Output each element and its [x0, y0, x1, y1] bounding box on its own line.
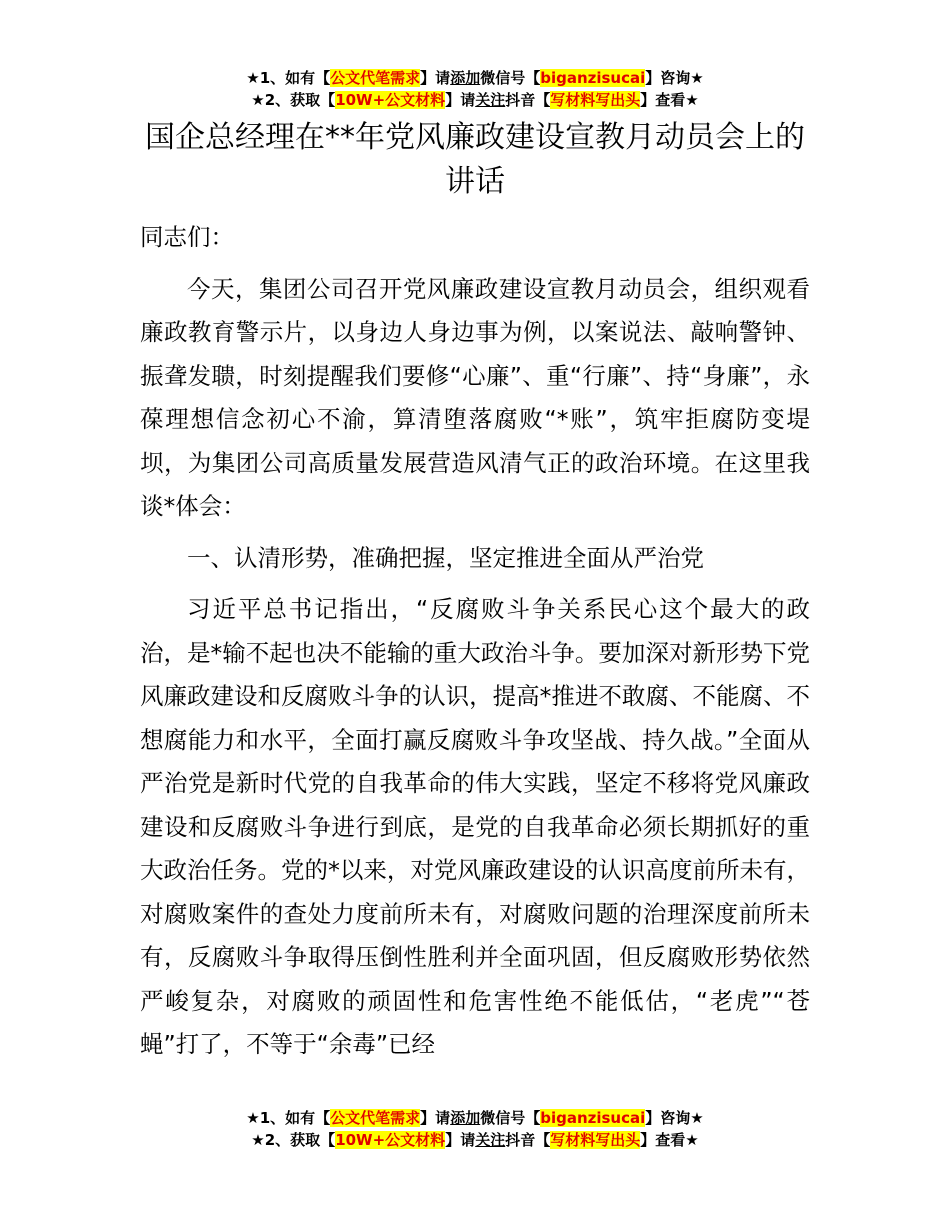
banner-text: 】请	[445, 1131, 476, 1149]
paragraph-intro: 今天，集团公司召开党风廉政建设宣教月动员会，组织观看廉政教育警示片，以身边人身边事为例，以案说法、敲响警钟、振聋发聩，时刻提醒我们要修“心廉”、重“行廉”、持“身廉”，永葆理想信念初心不渝，算清堕落腐败“*账”，筑牢拒腐防变堤坝，为集团公司高质量发展营造风清气正的政治环境。在这里我谈*体会：	[140, 274, 810, 520]
section-heading: 一、认清形势，准确把握，坚定推进全面从严治党	[187, 543, 704, 572]
banner-text: 抖音【	[505, 91, 551, 109]
banner-underline: 关注	[475, 1131, 506, 1149]
banner-text: ★1、如有【	[246, 1109, 331, 1127]
banner-underline: 添加	[450, 1109, 481, 1127]
banner-text: 】查看★	[640, 91, 699, 109]
banner-line-1	[0, 67, 950, 89]
banner-underline: 关注	[475, 91, 506, 109]
banner-text: 】请	[420, 69, 451, 87]
banner-text: 微信号【	[480, 69, 541, 87]
banner-highlight: biganzisucai	[540, 69, 646, 87]
paragraph-body: 习近平总书记指出，“反腐败斗争关系民心这个最大的政治，是*输不起也决不能输的重大政治斗争。要加深对新形势下党风廉政建设和反腐败斗争的认识，提高*推进不敢腐、不能腐、不想腐能力和水平，全面打赢反腐败斗争攻坚战、持久战。”全面从严治党是新时代党的自我革命的伟大实践，坚定不移将党风廉政建设和反腐败斗争进行到底，是党的自我革命必须长期抓好的重大政治任务。党的*以来，对党风廉政建设的认识高度前所未有，对腐败案件的查处力度前所未有，对腐败问题的治理深度前所未有，反腐败斗争取得压倒性胜利并全面巩固，但反腐败形势依然严峻复杂，对腐败的顽固性和危害性绝不能低估，“老虎”“苍蝇”打了，不等于“余毒”已经	[140, 595, 810, 1058]
banner-highlight: 写材料写出头	[550, 1131, 641, 1149]
banner-line-2	[0, 89, 950, 111]
banner-text: 】咨询★	[645, 1109, 704, 1127]
header-banner	[0, 67, 950, 111]
banner-highlight: biganzisucai	[540, 1109, 646, 1127]
banner-highlight: 10W+公文材料	[335, 1131, 446, 1149]
banner-highlight: 公文代笔需求	[330, 1109, 421, 1127]
banner-text: 】查看★	[640, 1131, 699, 1149]
banner-text: 】咨询★	[645, 69, 704, 87]
document-body	[140, 216, 810, 1067]
banner-highlight: 公文代笔需求	[330, 69, 421, 87]
banner-text: 】请	[445, 91, 476, 109]
banner-text: ★2、获取【	[251, 91, 336, 109]
banner-line-2	[0, 1129, 950, 1151]
banner-text: 抖音【	[505, 1131, 551, 1149]
salutation: 同志们：	[140, 223, 234, 251]
banner-text: 】请	[420, 1109, 451, 1127]
document-title: 国企总经理在**年党风廉政建设宣教月动员会上的讲话	[145, 120, 805, 199]
banner-line-1	[0, 1107, 950, 1129]
banner-text: 微信号【	[480, 1109, 541, 1127]
footer-banner	[0, 1107, 950, 1151]
banner-highlight: 10W+公文材料	[335, 91, 446, 109]
banner-highlight: 写材料写出头	[550, 91, 641, 109]
banner-text: ★2、获取【	[251, 1131, 336, 1149]
banner-underline: 添加	[450, 69, 481, 87]
banner-text: ★1、如有【	[246, 69, 331, 87]
